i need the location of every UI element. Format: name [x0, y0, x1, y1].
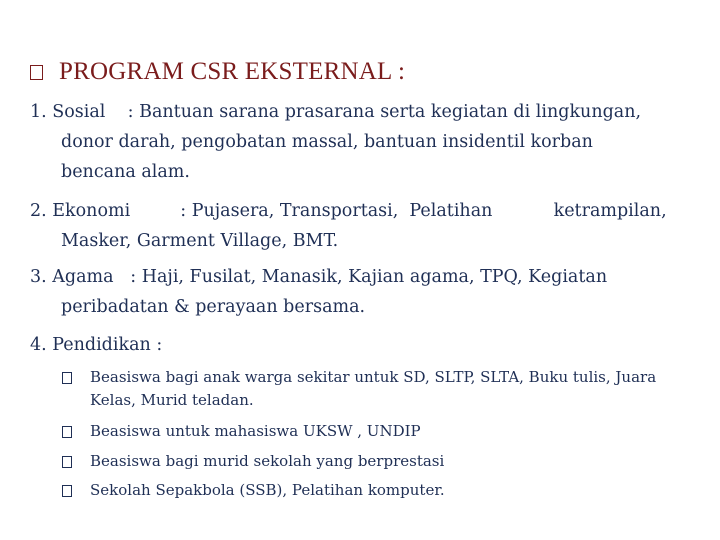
item-line: 2. Ekonomi : Pujasera, Transportasi, Pelatihan ketrampilan, — [30, 201, 667, 221]
square-bullet-icon — [62, 456, 72, 468]
title-row — [30, 58, 405, 86]
sub-list-item — [62, 450, 670, 473]
sub-item-text: Beasiswa bagi murid sekolah yang berprestasi — [90, 452, 445, 470]
item-line: 4. Pendidikan : — [30, 335, 163, 355]
item-line: donor darah, pengobatan massal, bantuan insidentil korban — [61, 132, 593, 152]
sub-item-text: Beasiswa untuk mahasiswa UKSW , UNDIP — [90, 422, 421, 440]
sub-list-item — [62, 366, 670, 412]
list-item-pendidikan — [30, 330, 162, 360]
page-title: PROGRAM CSR EKSTERNAL : — [59, 58, 406, 85]
list-item-sosial — [30, 97, 641, 187]
list-item-agama — [30, 262, 607, 322]
item-line: 3. Agama : Haji, Fusilat, Manasik, Kajian agama, TPQ, Kegiatan — [30, 267, 608, 287]
square-bullet-icon — [62, 372, 72, 384]
item-line: Masker, Garment Village, BMT. — [61, 231, 339, 251]
item-line: 1. Sosial : Bantuan sarana prasarana serta kegiatan di lingkungan, — [30, 102, 642, 122]
sub-item-text: Beasiswa bagi anak warga sekitar untuk SD, SLTP, SLTA, Buku tulis, Juara Kelas, Murid teladan. — [90, 368, 657, 409]
square-bullet-icon — [30, 65, 43, 80]
square-bullet-icon — [62, 426, 72, 438]
sub-list-item — [62, 420, 670, 443]
item-line: peribadatan & perayaan bersama. — [61, 297, 366, 317]
sub-item-text: Sekolah Sepakbola (SSB), Pelatihan komputer. — [90, 481, 445, 499]
sub-list-item — [62, 479, 670, 502]
item-line: bencana alam. — [61, 162, 190, 182]
list-item-ekonomi — [30, 196, 667, 256]
square-bullet-icon — [62, 485, 72, 497]
